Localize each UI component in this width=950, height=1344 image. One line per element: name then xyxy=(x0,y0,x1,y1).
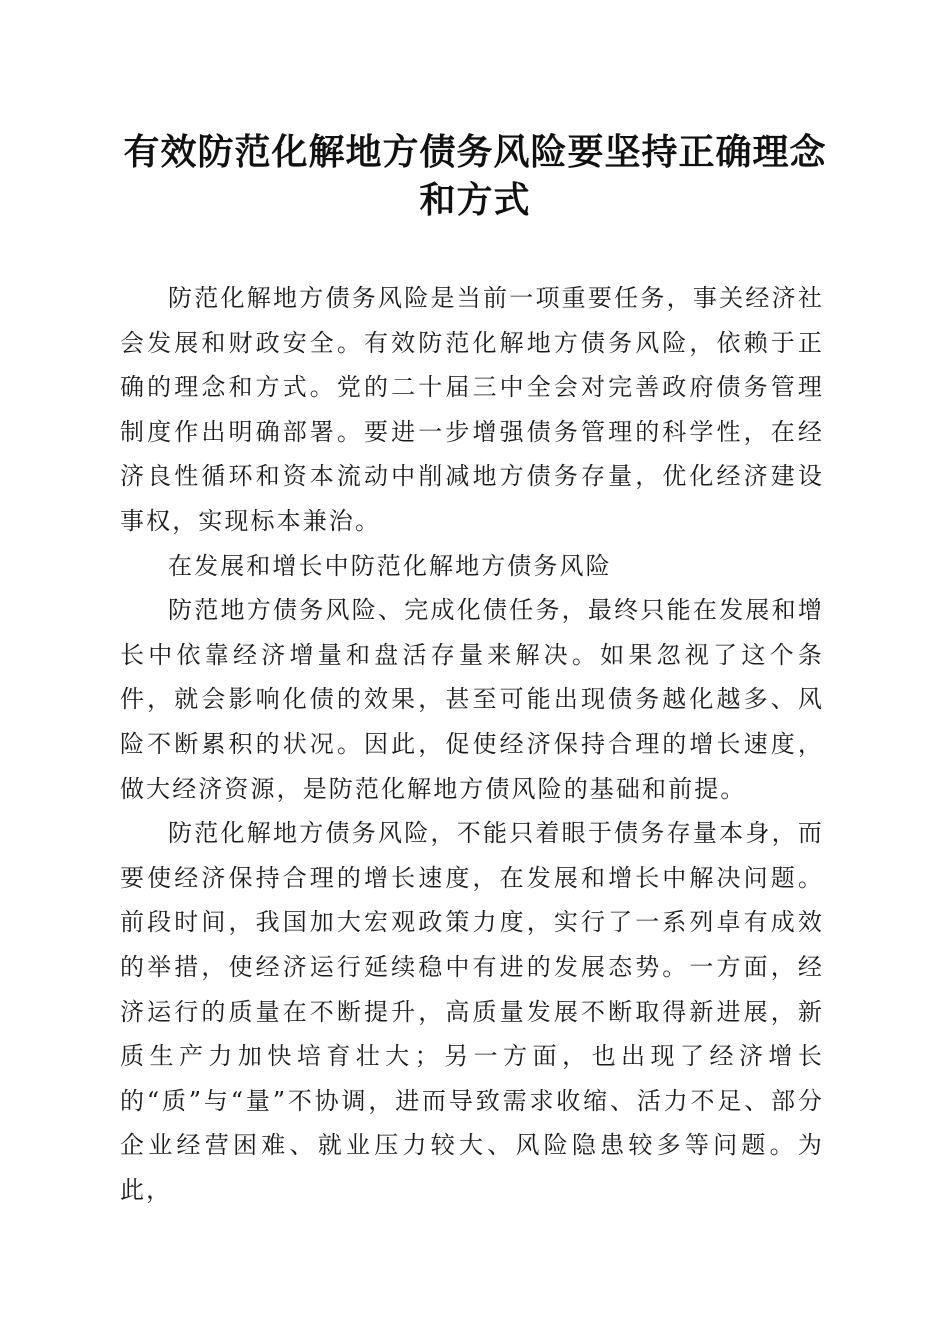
paragraph-growth: 防范地方债务风险、完成化债任务，最终只能在发展和增长中依靠经济增量和盘活存量来解决。如果忽视了这个条件，就会影响化债的效果，甚至可能出现债务越化越多、风险不断累积的状况。因此，促使经济保持合理的增长速度，做大经济资源，是防范化解地方债风险的基础和前提。 xyxy=(120,596,824,803)
paragraph-economy: 防范化解地方债务风险，不能只着眼于债务存量本身，而要使经济保持合理的增长速度，在发展和增长中解决问题。前段时间，我国加大宏观政策力度，实行了一系列卓有成效的举措，使经济运行延续稳中有进的发展态势。一方面，经济运行的质量在不断提升，高质量发展不断取得新进展，新质生产力加快培育壮大；另一方面，也出现了经济增长的“质”与“量”不协调，进而导致需求收缩、活力不足、部分企业经营困难、就业压力较大、风险隐患较多等问题。为此， xyxy=(120,819,824,1204)
paragraph-intro: 防范化解地方债务风险是当前一项重要任务，事关经济社会发展和财政安全。有效防范化解地方债务风险，依赖于正确的理念和方式。党的二十届三中全会对完善政府债务管理制度作出明确部署。要进一步增强债务管理的科学性，在经济良性循环和资本流动中削减地方债务存量，优化经济建设事权，实现标本兼治。 xyxy=(120,284,824,535)
document-title: 有效防范化解地方债务风险要坚持正确理念和方式 xyxy=(123,131,827,221)
section-heading: 在发展和增长中防范化解地方债务风险 xyxy=(168,551,612,580)
document-body xyxy=(120,276,824,1212)
